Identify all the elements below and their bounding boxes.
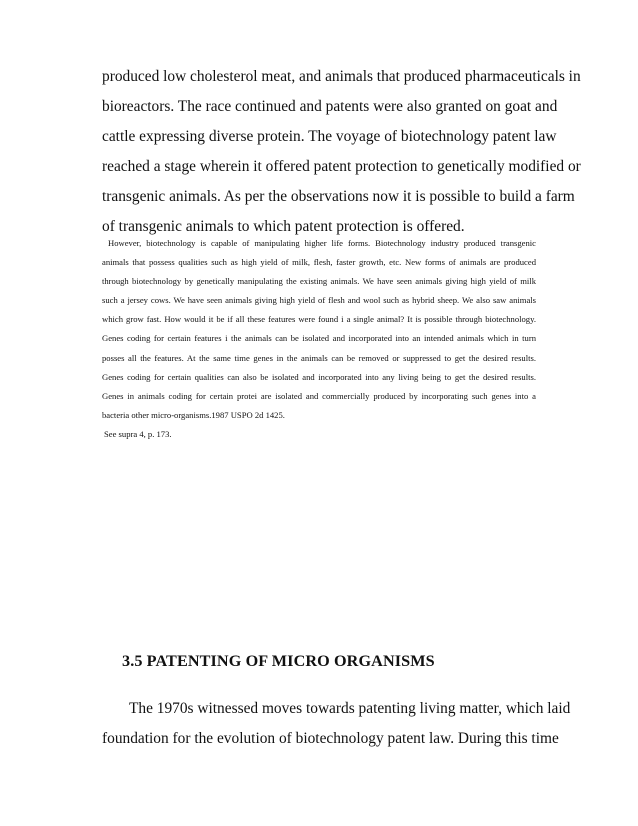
section-paragraph-line: The 1970s witnessed moves towards patenting living matter, which laid [129,700,571,717]
section-paragraph-line: foundation for the evolution of biotechnology patent law. During this time [102,730,559,747]
footnote-line: bacteria other micro-organisms.1987 USPO 2d 1425. [102,409,285,420]
main-paragraph-line: transgenic animals. As per the observations now it is possible to build a farm [102,188,575,205]
footnote-line: Genes in animals coding for certain protei are isolated and commercially produced by incorporating such genes into a [102,390,536,401]
footnote-line: Genes coding for certain qualities can also be isolated and incorporated into any living being to get the desired results. [102,371,536,382]
footnote-line: posses all the features. At the same time genes in the animals can be removed or suppressed to get the desired results. [102,352,536,363]
main-paragraph-line: of transgenic animals to which patent protection is offered. [102,218,465,235]
section-heading: 3.5 PATENTING OF MICRO ORGANISMS [122,652,435,670]
main-paragraph-line: cattle expressing diverse protein. The voyage of biotechnology patent law [102,128,557,145]
footnote-line: However, biotechnology is capable of manipulating higher life forms. Biotechnology industry produced transgenic [108,238,536,248]
main-paragraph-line: produced low cholesterol meat, and animals that produced pharmaceuticals in [102,68,581,85]
main-paragraph-line: bioreactors. The race continued and patents were also granted on goat and [102,98,558,115]
footnote-line: animals that possess qualities such as high yield of milk, flesh, faster growth, etc. New forms of animals are produced [102,257,536,268]
footnote-line: through biotechnology by genetically manipulating the existing animals. We have seen animals giving high yield of milk [102,276,536,287]
footnote-reference: See supra 4, p. 173. [104,428,172,439]
main-paragraph-line: reached a stage wherein it offered patent protection to genetically modified or [102,158,581,175]
footnote-line: Genes coding for certain features i the animals can be isolated and incorporated into an intended animals which in turn [102,333,536,344]
main-paragraph [102,62,581,242]
footnote-line: such a jersey cows. We have seen animals giving high yield of flesh and wool such as hybrid sheep. We also saw animals [102,295,536,306]
section-paragraph [102,694,571,754]
footnotes [102,234,536,444]
footnote-line: which grow fast. How would it be if all these features were found i a single animal? It is possible through biotechnology. [102,314,536,325]
